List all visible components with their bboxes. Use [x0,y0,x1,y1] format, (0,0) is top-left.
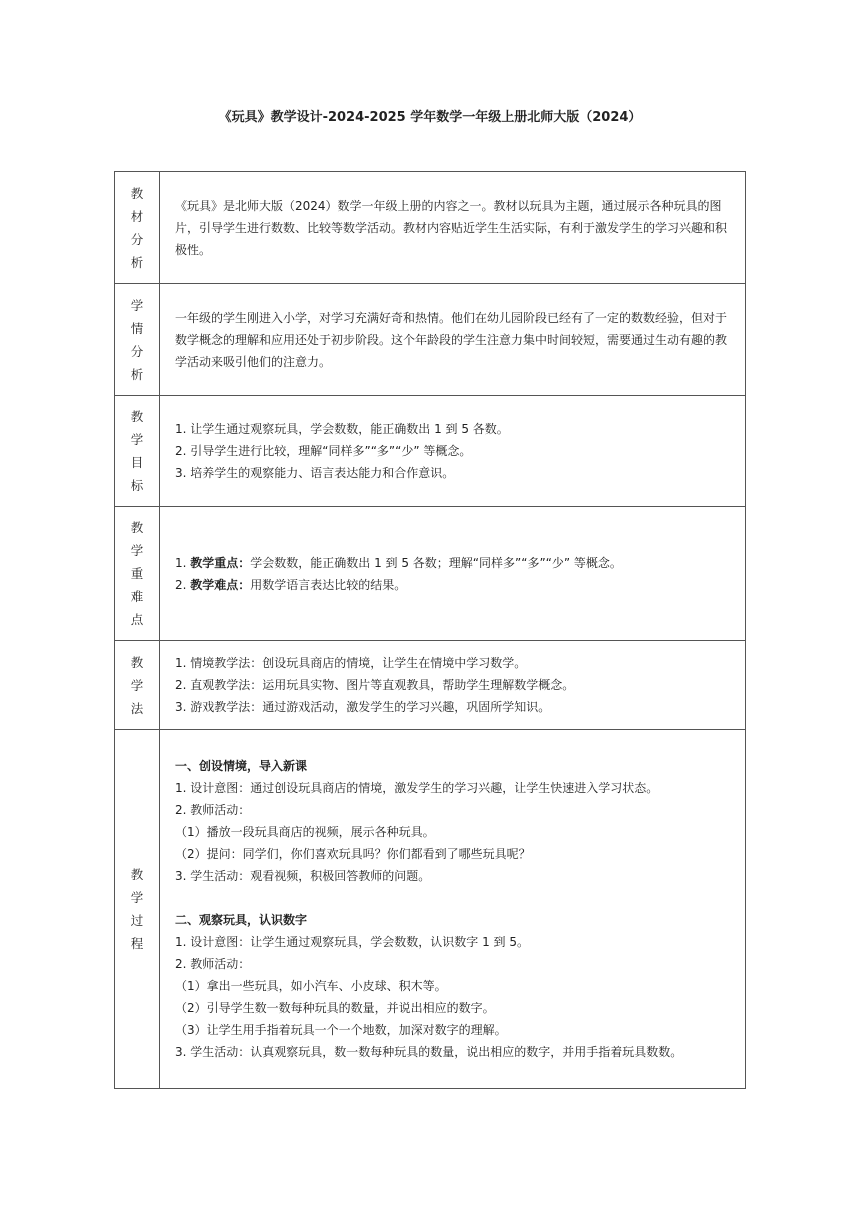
goal-item: 3. 培养学生的观察能力、语言表达能力和合作意识。 [175,466,455,480]
item-number: 2. [175,577,191,592]
label-char: 教 [130,185,144,201]
difficult-point-text: 用数学语言表达比较的结果。 [250,577,407,592]
process-line: 3. 学生活动：观看视频，积极回答教师的问题。 [175,869,431,883]
process-line: 3. 学生活动：认真观察玩具，数一数每种玩具的数量，说出相应的数字，并用手指着玩具数数。 [175,1045,683,1059]
row-label-key-difficult-points [115,507,160,641]
row-teaching-goals [115,396,746,507]
label-char: 学 [130,297,144,313]
method-item: 2. 直观教学法：运用玩具实物、图片等直观教具，帮助学生理解数学概念。 [175,678,575,692]
row-key-difficult-points [115,507,746,641]
label-char: 分 [130,231,144,247]
label-char: 过 [130,913,144,928]
process-line: （1）拿出一些玩具，如小汽车、小皮球、积木等。 [175,979,447,993]
section-heading: 一、创设情境，导入新课 [175,759,308,773]
label-char: 法 [130,700,144,716]
label-char: 教 [130,654,144,670]
label-char: 情 [130,320,144,336]
section-spacer [175,887,733,909]
process-line: （2）引导学生数一数每种玩具的数量，并说出相应的数字。 [175,1001,495,1015]
process-line: 1. 设计意图：通过创设玩具商店的情境，激发学生的学习兴趣，让学生快速进入学习状态。 [175,781,659,795]
row-student-analysis [115,284,746,396]
student-analysis-text: 一年级的学生刚进入小学，对学习充满好奇和热情。他们在幼儿园阶段已经有了一定的数数经验，但对于数学概念的理解和应用还处于初步阶段。这个年龄段的学生注意力集中时间较短，需要通过生动有趣的教学活动来吸引他们的注意力。 [175,310,728,369]
key-point-label: 教学重点： [190,555,251,570]
label-char: 学 [130,677,144,693]
label-char: 分 [130,343,144,359]
row-teaching-methods [115,641,746,730]
process-line: （1）播放一段玩具商店的视频，展示各种玩具。 [175,825,435,839]
difficult-point-label: 教学难点： [190,577,251,592]
goal-item: 2. 引导学生进行比较，理解“同样多”“多”“少” 等概念。 [175,444,472,458]
label-char: 析 [130,254,144,270]
teaching-goals-content [160,396,746,507]
key-point-item [175,552,733,574]
row-label-teaching-goals [115,396,160,507]
key-difficult-points-content [160,507,746,641]
section-heading: 二、观察玩具，认识数字 [175,913,308,927]
process-line: （2）提问：同学们，你们喜欢玩具吗？你们都看到了哪些玩具呢？ [175,847,531,861]
process-line: 2. 教师活动： [175,957,251,971]
label-char: 教 [130,409,144,424]
student-analysis-content [160,284,746,396]
label-char: 析 [130,366,144,382]
method-item: 1. 情境教学法：创设玩具商店的情境，让学生在情境中学习数学。 [175,656,527,670]
label-char: 重 [130,566,144,581]
label-char: 教 [130,867,144,882]
document-title: 《玩具》教学设计-2024-2025 学年数学一年级上册北师大版（2024） [218,110,642,125]
row-label-teaching-methods [115,641,160,730]
textbook-analysis-content [160,172,746,284]
label-char: 学 [130,543,144,558]
label-char: 目 [130,455,144,470]
process-line: （3）让学生用手指着玩具一个一个地数，加深对数字的理解。 [175,1023,507,1037]
item-number: 1. [175,555,191,570]
process-line: 1. 设计意图：让学生通过观察玩具，学会数数，认识数字 1 到 5。 [175,935,529,949]
row-label-student-analysis [115,284,160,396]
lesson-plan-table [114,171,746,1089]
label-char: 学 [130,432,144,447]
textbook-analysis-text: 《玩具》是北师大版（2024）数学一年级上册的内容之一。教材以玩具为主题，通过展示各种玩具的图片，引导学生进行数数、比较等数学活动。教材内容贴近学生生活实际，有利于激发学生的学习兴趣和积极性。 [175,198,728,257]
goal-item: 1. 让学生通过观察玩具，学会数数，能正确数出 1 到 5 各数。 [175,422,509,436]
key-point-text: 学会数数，能正确数出 1 到 5 各数；理解“同样多”“多”“少” 等概念。 [250,555,622,570]
label-char: 难 [130,589,144,604]
row-label-teaching-process [115,730,160,1089]
label-char: 学 [130,890,144,905]
difficult-point-item [175,574,733,596]
row-label-textbook-analysis [115,172,160,284]
process-line: 2. 教师活动： [175,803,251,817]
teaching-methods-content [160,641,746,730]
row-teaching-process [115,730,746,1089]
row-textbook-analysis [115,172,746,284]
label-char: 教 [130,520,144,535]
label-char: 点 [130,612,144,627]
label-char: 材 [130,208,144,224]
method-item: 3. 游戏教学法：通过游戏活动，激发学生的学习兴趣，巩固所学知识。 [175,700,551,714]
teaching-process-content [160,730,746,1089]
label-char: 程 [130,936,144,951]
label-char: 标 [130,478,144,493]
